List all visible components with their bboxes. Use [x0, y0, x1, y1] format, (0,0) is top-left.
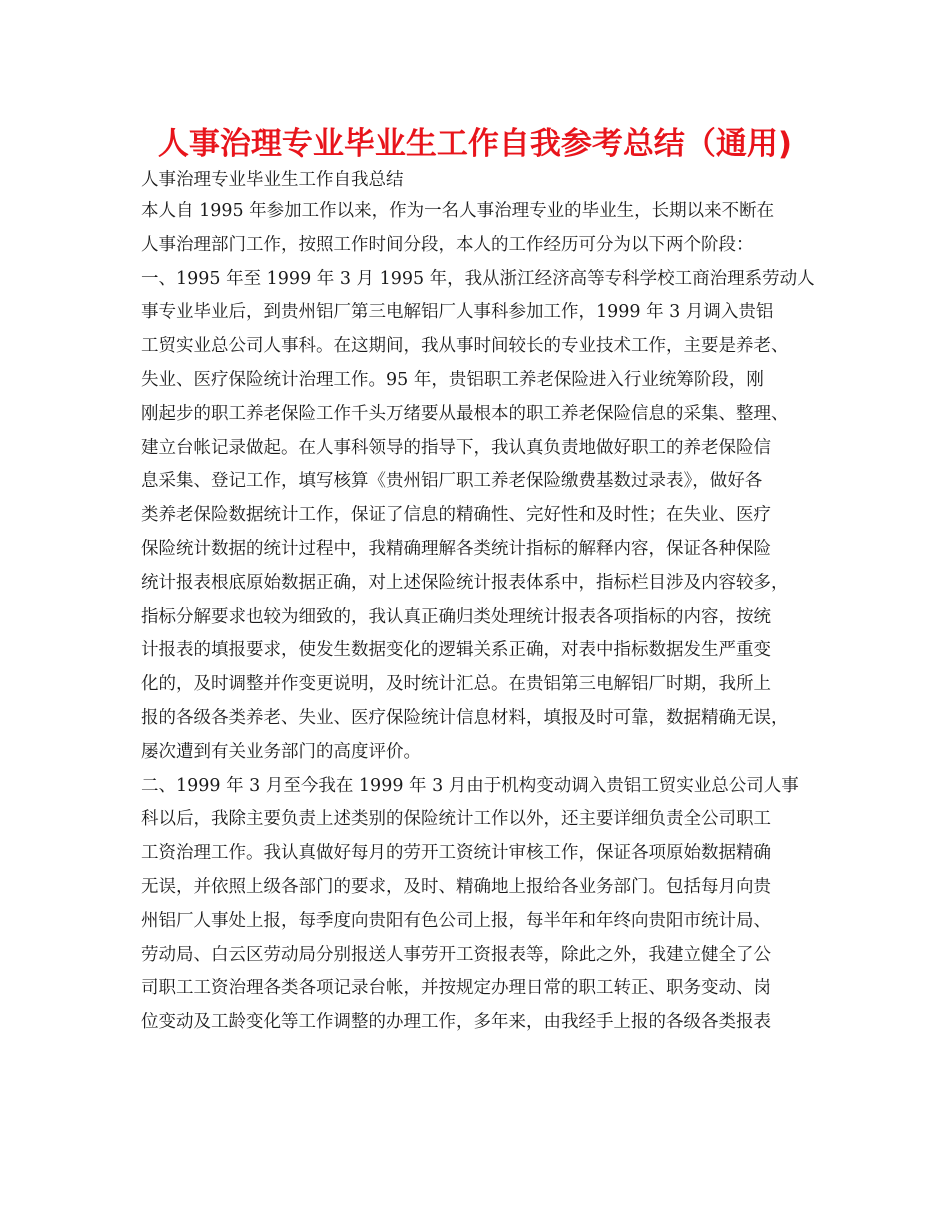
- body-line: 建立台帐记录做起。在人事科领导的指导下，我认真负责地做好职工的养老保险信: [141, 437, 771, 458]
- body-line: 二、1999 年 3 月至今我在 1999 年 3 月由于机构变动调入贵铝工贸实业总公司人事: [141, 775, 799, 796]
- body-line: 化的，及时调整并作变更说明，及时统计汇总。在贵铝第三电解铝厂时期，我所上: [141, 674, 771, 695]
- body-line: 州铝厂人事处上报，每季度向贵阳有色公司上报，每半年和年终向贵阳市统计局、: [141, 910, 771, 931]
- body-line: 保险统计数据的统计过程中，我精确理解各类统计指标的解释内容，保证各种保险: [141, 538, 771, 559]
- body-line: 位变动及工龄变化等工作调整的办理工作，多年来，由我经手上报的各级各类报表: [141, 1012, 771, 1033]
- document-subtitle: 人事治理专业毕业生工作自我总结: [141, 170, 404, 190]
- body-line: 事专业毕业后，到贵州铝厂第三电解铝厂人事科参加工作，1999 年 3 月调入贵铝: [141, 302, 774, 323]
- body-line: 无误，并依照上级各部门的要求，及时、精确地上报给各业务部门。包括每月向贵: [141, 876, 771, 897]
- body-line: 工贸实业总公司人事科。在这期间，我从事时间较长的专业技术工作，主要是养老、: [141, 336, 789, 357]
- body-line: 本人自 1995 年参加工作以来，作为一名人事治理专业的毕业生，长期以来不断在: [141, 201, 775, 221]
- body-line: 息采集、登记工作，填写核算《贵州铝厂职工养老保险缴费基数过录表》，做好各: [141, 471, 763, 492]
- body-line: 工资治理工作。我认真做好每月的劳开工资统计审核工作，保证各项原始数据精确: [141, 843, 771, 864]
- body-line: 科以后，我除主要负责上述类别的保险统计工作以外，还主要详细负责全公司职工: [141, 809, 771, 830]
- body-line: 刚起步的职工养老保险工作千头万绪要从最根本的职工养老保险信息的采集、整理、: [141, 403, 789, 424]
- body-line: 人事治理部门工作，按照工作时间分段，本人的工作经历可分为以下两个阶段：: [141, 234, 754, 255]
- document-title: 人事治理专业毕业生工作自我参考总结（通用): [157, 126, 793, 162]
- body-line: 类养老保险数据统计工作，保证了信息的精确性、完好性和及时性；在失业、医疗: [141, 505, 771, 526]
- body-line: 统计报表根底原始数据正确，对上述保险统计报表体系中，指标栏目涉及内容较多，: [141, 572, 789, 593]
- body-line: 计报表的填报要求，使发生数据变化的逻辑关系正确，对表中指标数据发生严重变: [141, 640, 771, 661]
- body-line: 劳动局、白云区劳动局分别报送人事劳开工资报表等，除此之外，我建立健全了公: [141, 944, 771, 965]
- body-line: 报的各级各类养老、失业、医疗保险统计信息材料，填报及时可靠，数据精确无误，: [141, 707, 789, 728]
- body-line: 指标分解要求也较为细致的，我认真正确归类处理统计报表各项指标的内容，按统: [141, 606, 771, 627]
- body-line: 失业、医疗保险统计治理工作。95 年，贵铝职工养老保险进入行业统筹阶段，刚: [141, 369, 764, 390]
- body-line: 司职工工资治理各类各项记录台帐，并按规定办理日常的职工转正、职务变动、岗: [141, 978, 771, 999]
- document-body: [141, 165, 831, 1040]
- body-line: 一、1995 年至 1999 年 3 月 1995 年，我从浙江经济高等专科学校工商治理系劳动人: [141, 268, 815, 289]
- body-line: 屡次遭到有关业务部门的高度评价。: [141, 741, 421, 762]
